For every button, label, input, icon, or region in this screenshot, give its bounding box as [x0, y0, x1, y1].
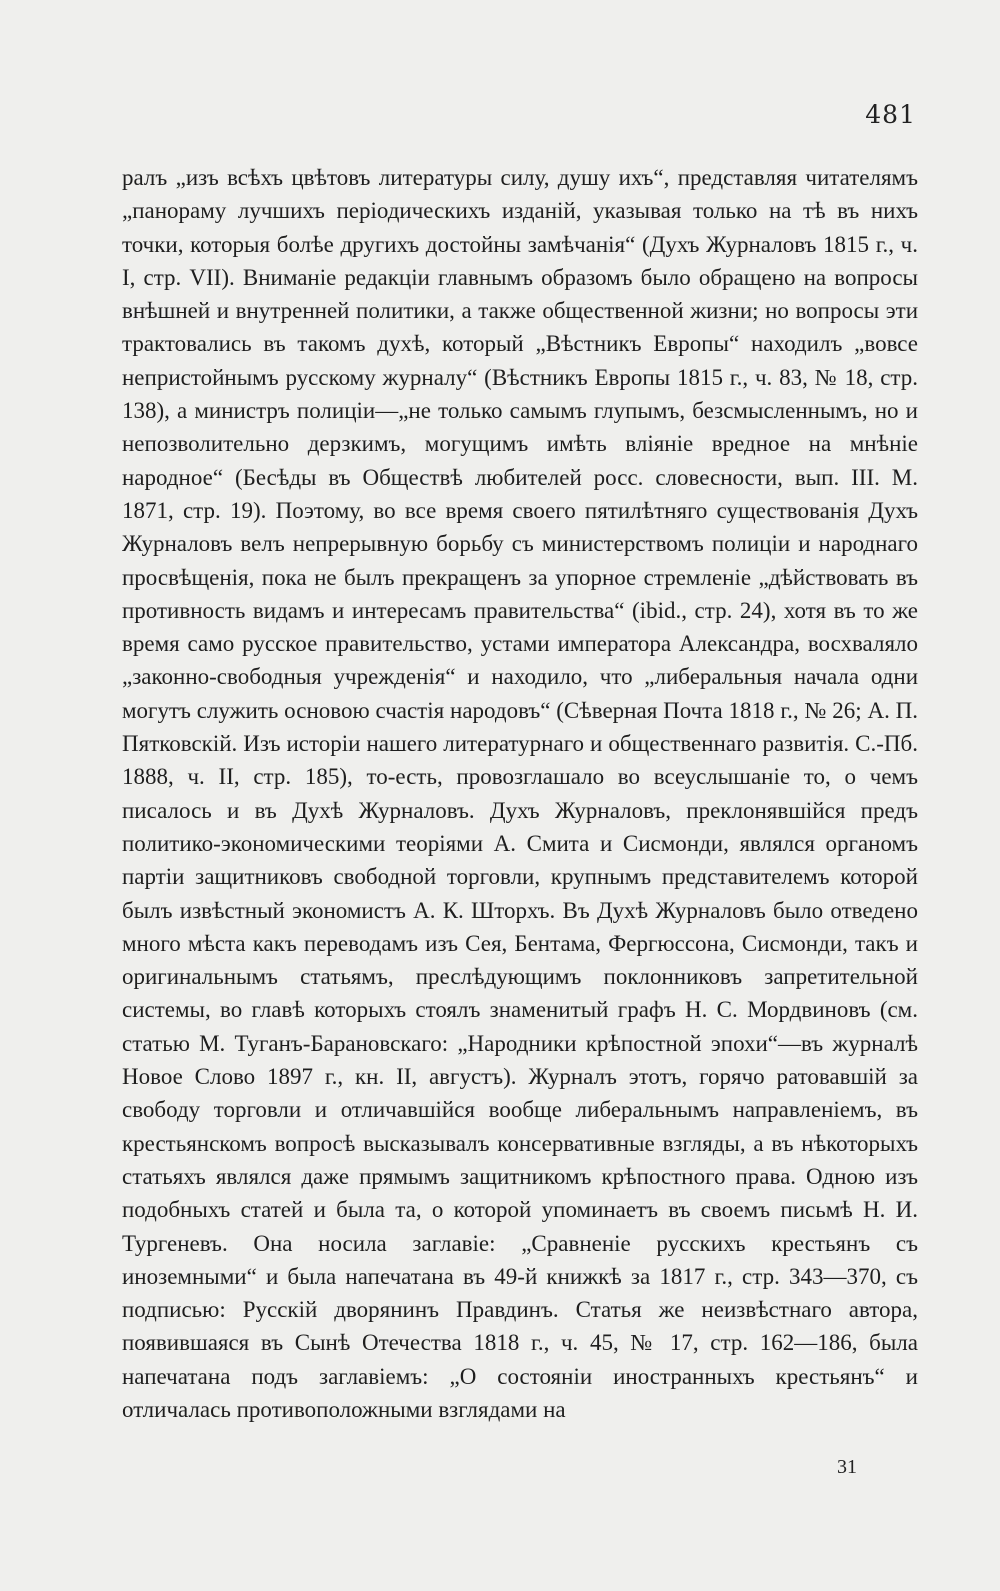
printer-signature-mark: 31 — [837, 1456, 857, 1478]
body-paragraph: ралъ „изъ всѣхъ цвѣтовъ литературы силу, душу ихъ“, представляя читателямъ „панораму лучшихъ періодическихъ изданій, указывая только на тѣ въ нихъ точки, которыя болѣе другихъ достойны замѣчанія“ (Духъ Журналовъ 1815 г., ч. I, стр. VII). Вниманіе редакціи главнымъ образомъ было обращено на вопросы внѣшней и внутренней политики, а также общественной жизни; но вопросы эти трактовались въ такомъ духѣ, который „Вѣстникъ Европы“ находилъ „вовсе непристойнымъ русскому журналу“ (Вѣстникъ Европы 1815 г., ч. 83, № 18, стр. 138), а министръ полиціи—„не только самымъ глупымъ, безсмысленнымъ, но и непозволительно дерзкимъ, могущимъ имѣть вліяніе вредное на мнѣніе народное“ (Бесѣды въ Обществѣ любителей росс. словесности, вып. III. М. 1871, стр. 19). Поэтому, во все время своего пятилѣтняго существованія Духъ Журналовъ велъ непрерывную борьбу съ министерствомъ полиціи и народнаго просвѣщенія, пока не былъ прекращенъ за упорное стремленіе „дѣйствовать въ противность видамъ и интересамъ правительства“ (ibid., стр. 24), хотя въ то же время само русское правительство, устами императора Александра, восхваляло „законно-свободныя учрежденія“ и находило, что „либеральныя начала одни могутъ служить основою счастія народовъ“ (Сѣверная Почта 1818 г., № 26; А. П. Пятковскій. Изъ исторіи нашего литературнаго и общественнаго развитія. С.-Пб. 1888, ч. II, стр. 185), то-есть, провозглашало во всеуслышаніе то, о чемъ писалось и въ Духѣ Журналовъ. Духъ Журналовъ, преклонявшійся предъ политико-экономическими теоріями А. Смита и Сисмонди, являлся органомъ партіи защитниковъ свободной торговли, крупнымъ представителемъ которой былъ извѣстный экономистъ А. К. Шторхъ. Въ Духѣ Журналовъ было отведено много мѣста какъ переводамъ изъ Сея, Бентама, Фергюссона, Сисмонди, такъ и оригинальнымъ статьямъ, преслѣдующимъ поклонниковъ запретительной системы, во главѣ которыхъ стоялъ знаменитый графъ Н. С. Мордвиновъ (см. статью М. Туганъ-Барановскаго: „Народники крѣпостной эпохи“—въ журналѣ Новое Слово 1897 г., кн. II, августъ). Журналъ этотъ, горячо ратовавшій за свободу торговли и отличавшійся вообще либеральнымъ направленіемъ, въ крестьянскомъ вопросѣ высказывалъ консервативные взгляды, а въ нѣкоторыхъ статьяхъ являлся даже прямымъ защитникомъ крѣпостного права. Одною изъ подобныхъ статей и была та, о которой упоминаетъ въ своемъ письмѣ Н. И. Тургеневъ. Она носила заглавіе: „Сравненіе русскихъ крестьянъ съ иноземными“ и была напечатана въ 49-й книжкѣ за 1817 г., стр. 343—370, съ подписью: Русскій дворянинъ Правдинъ. Статья же неизвѣстнаго автора, появившаяся въ Сынѣ Отечества 1818 г., ч. 45, № 17, стр. 162—186, была напечатана подъ заглавіемъ: „О состояніи иностранныхъ крестьянъ“ и отличалась противоположными взглядами на — [122, 165, 918, 1422]
page-number: 481 — [865, 100, 916, 129]
